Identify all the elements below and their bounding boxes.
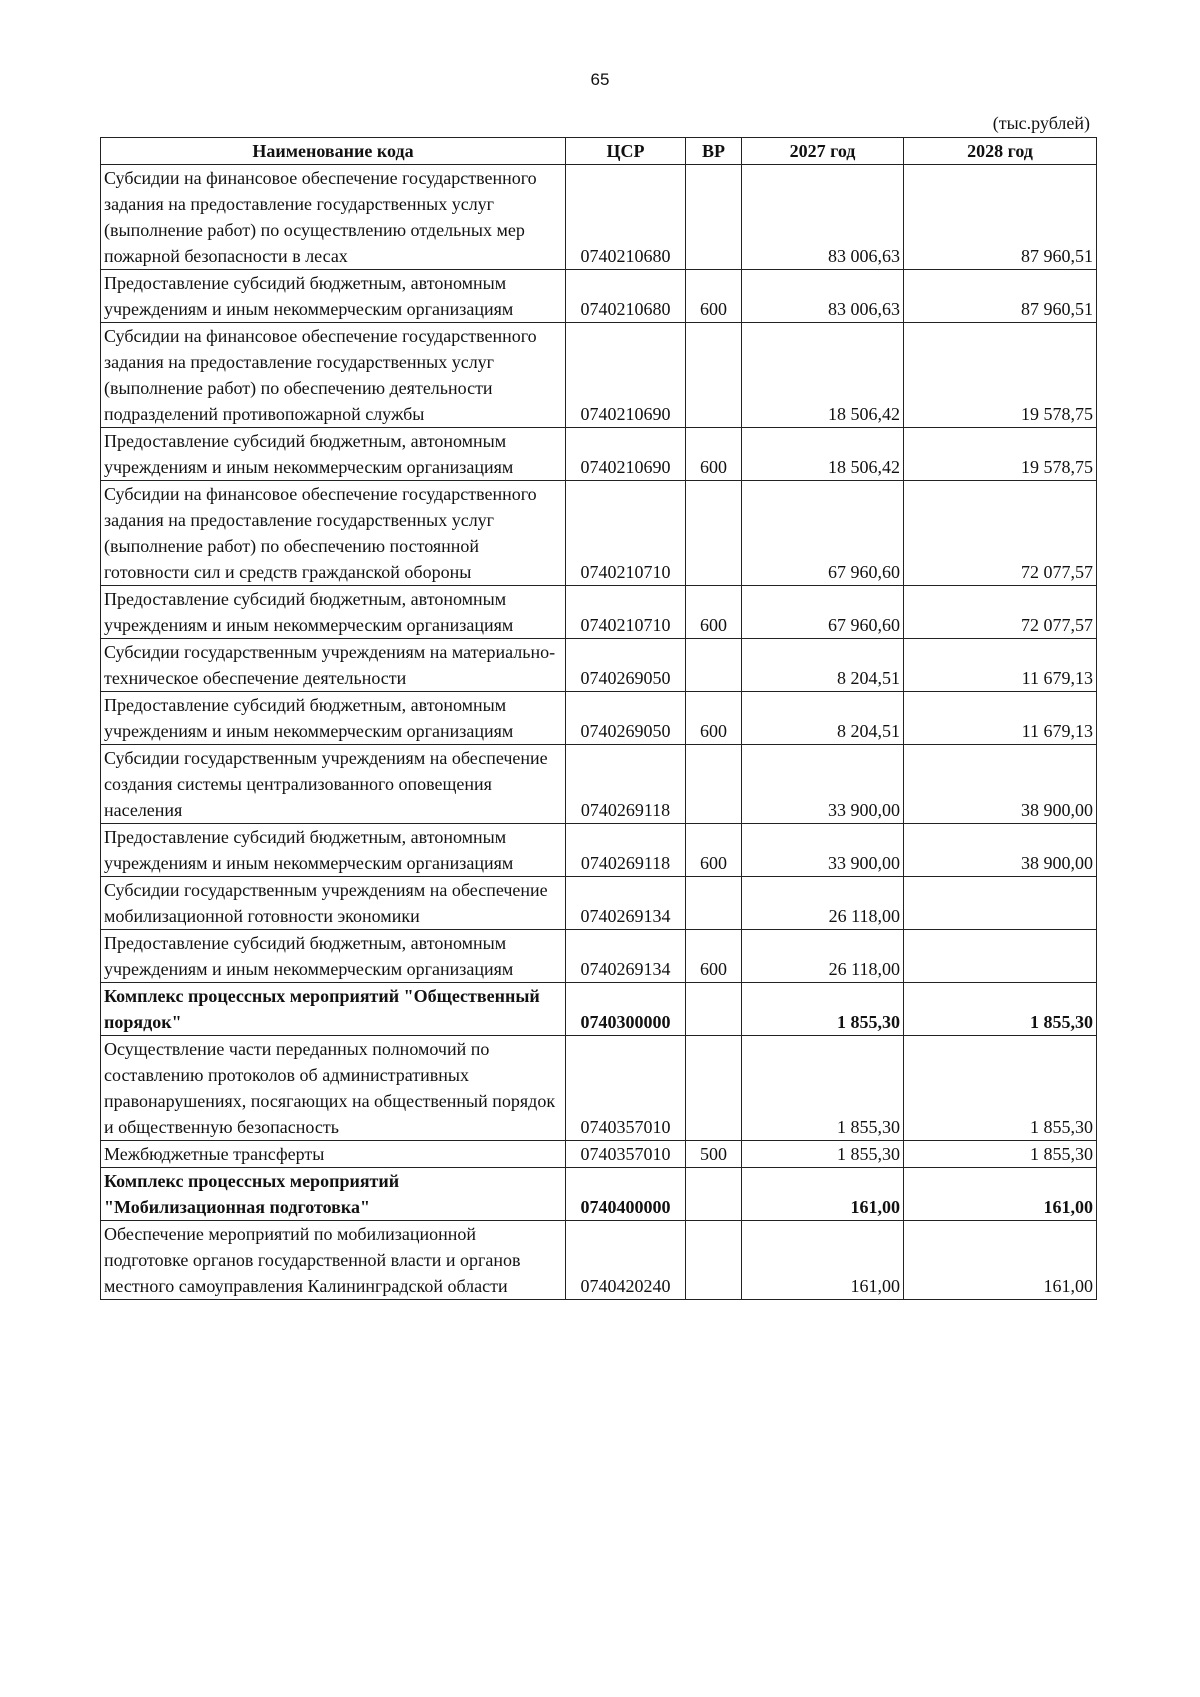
table-row xyxy=(101,745,1097,824)
row-2028-cell: 87 960,51 xyxy=(904,270,1097,323)
row-2028-cell: 1 855,30 xyxy=(904,983,1097,1036)
table-row xyxy=(101,692,1097,745)
row-name-cell: Субсидии государственным учреждениям на материально-техническое обеспечение деятельности xyxy=(101,639,566,692)
row-name-cell: Субсидии на финансовое обеспечение государственного задания на предоставление государственных услуг (выполнение работ) по осуществлению отдельных мер пожарной безопасности в лесах xyxy=(101,165,566,270)
row-name-cell: Предоставление субсидий бюджетным, автономным учреждениям и иным некоммерческим организациям xyxy=(101,270,566,323)
row-csr-cell: 0740210690 xyxy=(566,428,686,481)
row-vr-cell xyxy=(686,165,742,270)
row-2028-cell xyxy=(904,877,1097,930)
table-row xyxy=(101,481,1097,586)
table-row xyxy=(101,1141,1097,1168)
row-vr-cell: 600 xyxy=(686,930,742,983)
row-2027-cell: 26 118,00 xyxy=(742,877,904,930)
row-2027-cell: 1 855,30 xyxy=(742,1036,904,1141)
row-name-cell: Субсидии на финансовое обеспечение государственного задания на предоставление государственных услуг (выполнение работ) по обеспечению деятельности подразделений противопожарной службы xyxy=(101,323,566,428)
row-csr-cell: 0740210680 xyxy=(566,165,686,270)
table-row xyxy=(101,639,1097,692)
header-2027: 2027 год xyxy=(742,138,904,165)
row-2028-cell xyxy=(904,930,1097,983)
row-name-cell: Предоставление субсидий бюджетным, автономным учреждениям и иным некоммерческим организациям xyxy=(101,428,566,481)
row-vr-cell xyxy=(686,639,742,692)
row-name-cell: Предоставление субсидий бюджетным, автономным учреждениям и иным некоммерческим организациям xyxy=(101,692,566,745)
row-2027-cell: 161,00 xyxy=(742,1168,904,1221)
row-2027-cell: 67 960,60 xyxy=(742,586,904,639)
table-row xyxy=(101,983,1097,1036)
row-2028-cell: 38 900,00 xyxy=(904,745,1097,824)
row-name-cell: Комплекс процессных мероприятий "Мобилизационная подготовка" xyxy=(101,1168,566,1221)
row-2027-cell: 18 506,42 xyxy=(742,428,904,481)
table-header-row xyxy=(101,138,1097,165)
row-2028-cell: 19 578,75 xyxy=(904,323,1097,428)
row-vr-cell: 600 xyxy=(686,270,742,323)
row-vr-cell xyxy=(686,323,742,428)
row-vr-cell xyxy=(686,1036,742,1141)
row-csr-cell: 0740357010 xyxy=(566,1036,686,1141)
row-vr-cell: 600 xyxy=(686,586,742,639)
row-csr-cell: 0740420240 xyxy=(566,1221,686,1300)
row-csr-cell: 0740210710 xyxy=(566,481,686,586)
row-2028-cell: 11 679,13 xyxy=(904,639,1097,692)
row-name-cell: Комплекс процессных мероприятий "Общественный порядок" xyxy=(101,983,566,1036)
row-csr-cell: 0740357010 xyxy=(566,1141,686,1168)
row-name-cell: Субсидии государственным учреждениям на обеспечение создания системы централизованного оповещения населения xyxy=(101,745,566,824)
table-row xyxy=(101,1036,1097,1141)
row-2027-cell: 67 960,60 xyxy=(742,481,904,586)
row-csr-cell: 0740269050 xyxy=(566,639,686,692)
units-label: (тыс.рублей) xyxy=(992,113,1090,133)
row-vr-cell xyxy=(686,1221,742,1300)
budget-table xyxy=(100,137,1097,1300)
row-vr-cell xyxy=(686,877,742,930)
table-row xyxy=(101,428,1097,481)
table-row xyxy=(101,930,1097,983)
row-csr-cell: 0740210710 xyxy=(566,586,686,639)
row-csr-cell: 0740300000 xyxy=(566,983,686,1036)
table-row xyxy=(101,586,1097,639)
table-row xyxy=(101,1168,1097,1221)
row-2028-cell: 72 077,57 xyxy=(904,586,1097,639)
row-csr-cell: 0740269118 xyxy=(566,824,686,877)
row-vr-cell: 600 xyxy=(686,692,742,745)
row-csr-cell: 0740269134 xyxy=(566,877,686,930)
row-vr-cell xyxy=(686,983,742,1036)
row-name-cell: Обеспечение мероприятий по мобилизационной подготовке органов государственной власти и органов местного самоуправления Калининградской области xyxy=(101,1221,566,1300)
row-2027-cell: 33 900,00 xyxy=(742,745,904,824)
row-2028-cell: 72 077,57 xyxy=(904,481,1097,586)
header-2028: 2028 год xyxy=(904,138,1097,165)
row-2028-cell: 1 855,30 xyxy=(904,1141,1097,1168)
header-csr: ЦСР xyxy=(566,138,686,165)
row-2028-cell: 87 960,51 xyxy=(904,165,1097,270)
row-csr-cell: 0740400000 xyxy=(566,1168,686,1221)
row-csr-cell: 0740269050 xyxy=(566,692,686,745)
row-name-cell: Субсидии на финансовое обеспечение государственного задания на предоставление государственных услуг (выполнение работ) по обеспечению постоянной готовности сил и средств гражданской обороны xyxy=(101,481,566,586)
header-vr: ВР xyxy=(686,138,742,165)
row-vr-cell xyxy=(686,481,742,586)
row-2027-cell: 8 204,51 xyxy=(742,639,904,692)
table-row xyxy=(101,877,1097,930)
row-2027-cell: 8 204,51 xyxy=(742,692,904,745)
row-2027-cell: 18 506,42 xyxy=(742,323,904,428)
row-name-cell: Предоставление субсидий бюджетным, автономным учреждениям и иным некоммерческим организациям xyxy=(101,586,566,639)
row-vr-cell: 500 xyxy=(686,1141,742,1168)
row-2028-cell: 161,00 xyxy=(904,1168,1097,1221)
row-vr-cell xyxy=(686,1168,742,1221)
row-2027-cell: 1 855,30 xyxy=(742,1141,904,1168)
row-2028-cell: 161,00 xyxy=(904,1221,1097,1300)
table-body xyxy=(101,165,1097,1300)
row-2027-cell: 33 900,00 xyxy=(742,824,904,877)
row-name-cell: Межбюджетные трансферты xyxy=(101,1141,566,1168)
page-number: 65 xyxy=(590,70,610,89)
row-csr-cell: 0740210680 xyxy=(566,270,686,323)
table-row xyxy=(101,323,1097,428)
table-row xyxy=(101,824,1097,877)
row-vr-cell: 600 xyxy=(686,824,742,877)
table-row xyxy=(101,270,1097,323)
header-name: Наименование кода xyxy=(101,138,566,165)
row-name-cell: Предоставление субсидий бюджетным, автономным учреждениям и иным некоммерческим организациям xyxy=(101,824,566,877)
row-2027-cell: 1 855,30 xyxy=(742,983,904,1036)
row-2027-cell: 83 006,63 xyxy=(742,165,904,270)
row-2028-cell: 19 578,75 xyxy=(904,428,1097,481)
row-vr-cell: 600 xyxy=(686,428,742,481)
table-row xyxy=(101,165,1097,270)
row-vr-cell xyxy=(686,745,742,824)
row-name-cell: Осуществление части переданных полномочий по составлению протоколов об административных правонарушениях, посягающих на общественный порядок и общественную безопасность xyxy=(101,1036,566,1141)
row-csr-cell: 0740210690 xyxy=(566,323,686,428)
row-2027-cell: 26 118,00 xyxy=(742,930,904,983)
row-name-cell: Предоставление субсидий бюджетным, автономным учреждениям и иным некоммерческим организациям xyxy=(101,930,566,983)
row-csr-cell: 0740269118 xyxy=(566,745,686,824)
row-2027-cell: 161,00 xyxy=(742,1221,904,1300)
row-name-cell: Субсидии государственным учреждениям на обеспечение мобилизационной готовности экономики xyxy=(101,877,566,930)
row-csr-cell: 0740269134 xyxy=(566,930,686,983)
row-2028-cell: 1 855,30 xyxy=(904,1036,1097,1141)
row-2028-cell: 11 679,13 xyxy=(904,692,1097,745)
row-2028-cell: 38 900,00 xyxy=(904,824,1097,877)
row-2027-cell: 83 006,63 xyxy=(742,270,904,323)
table-row xyxy=(101,1221,1097,1300)
